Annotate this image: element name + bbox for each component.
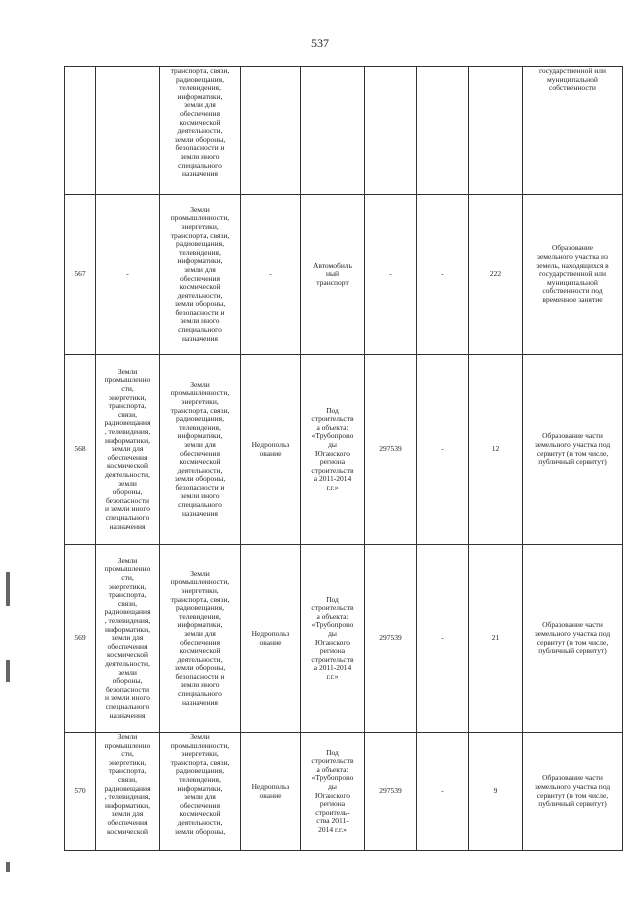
- land-category-from: Земли промышленно сти, энергетики, транспорта, связи, радиовещания , телевидения, информатики, земли для обеспечения космической деятельности, земли обороны, безопасности и земли иного специального назначения: [96, 545, 160, 733]
- permitted-use: -: [241, 195, 301, 355]
- land-registry-table: [64, 66, 623, 851]
- area-value: 9: [469, 733, 523, 851]
- cadastral-quarter: -: [365, 195, 417, 355]
- row-number: 567: [65, 195, 96, 355]
- cadastral-quarter: 297539: [365, 733, 417, 851]
- scan-edge-mark: [6, 660, 10, 682]
- basis-description: Образование части земельного участка под сервитут (в том числе, публичный сервитут): [523, 545, 623, 733]
- dash-cell: [417, 67, 469, 195]
- cadastral-quarter: 297539: [365, 355, 417, 545]
- cadastral-quarter: 297539: [365, 545, 417, 733]
- land-category-from: Земли промышленно сти, энергетики, транспорта, связи, радиовещания , телевидения, информатики, земли для обеспечения космической: [96, 733, 160, 851]
- land-category-to: Земли промышленности, энергетики, транспорта, связи, радиовещания, телевидения, информатики, земли для обеспечения космической деятельности, земли обороны, безопасности и земли иного специального назначения: [160, 545, 241, 733]
- land-category-to: Земли промышленности, энергетики, транспорта, связи, радиовещания, телевидения, информатики, земли для обеспечения космической деятельности, земли обороны, безопасности и земли иного специального назначения: [160, 355, 241, 545]
- row-number: 568: [65, 355, 96, 545]
- scan-edge-mark: [6, 572, 10, 606]
- land-category-from: [96, 67, 160, 195]
- basis-description: государственной или муниципальной собственности: [523, 67, 623, 195]
- dash-cell: -: [417, 355, 469, 545]
- land-category-to: транспорта, связи, радиовещания, телевидения, информатики, земли для обеспечения космической деятельности, земли обороны, безопасности и земли иного специального назначения: [160, 67, 241, 195]
- row-number: 570: [65, 733, 96, 851]
- table-row: [65, 545, 623, 733]
- scan-edge-mark: [6, 862, 10, 872]
- table-row: [65, 195, 623, 355]
- basis-description: Образование земельного участка из земель, находящихся в государственной или муниципальной собственности под временное занятие: [523, 195, 623, 355]
- row-number: [65, 67, 96, 195]
- page-number: 537: [311, 36, 329, 50]
- cadastral-quarter: [365, 67, 417, 195]
- land-category-from: Земли промышленно сти, энергетики, транспорта, связи, радиовещания , телевидения, информатики, земли для обеспечения космической деятельности, земли обороны, безопасности и земли иного специального назначения: [96, 355, 160, 545]
- area-value: 21: [469, 545, 523, 733]
- area-value: 222: [469, 195, 523, 355]
- purpose: Под строительств а объекта: «Трубопрово ды Юганского региона строительств а 2011-2014 г.г.»: [301, 355, 365, 545]
- table-row: [65, 355, 623, 545]
- table-row: [65, 67, 623, 195]
- land-category-from: -: [96, 195, 160, 355]
- land-category-to: Земли промышленности, энергетики, транспорта, связи, радиовещания, телевидения, информатики, земли для обеспечения космической деятельности, земли обороны, безопасности и земли иного специального назначения: [160, 195, 241, 355]
- dash-cell: -: [417, 545, 469, 733]
- area-value: 12: [469, 355, 523, 545]
- table-row: [65, 733, 623, 851]
- land-category-to: Земли промышленности, энергетики, транспорта, связи, радиовещания, телевидения, информатики, земли для обеспечения космической деятельности, земли обороны,: [160, 733, 241, 851]
- purpose: [301, 67, 365, 195]
- row-number: 569: [65, 545, 96, 733]
- dash-cell: -: [417, 195, 469, 355]
- basis-description: Образование части земельного участка под сервитут (в том числе, публичный сервитут): [523, 355, 623, 545]
- permitted-use: [241, 67, 301, 195]
- dash-cell: -: [417, 733, 469, 851]
- permitted-use: Недропольз ование: [241, 733, 301, 851]
- permitted-use: Недропольз ование: [241, 545, 301, 733]
- permitted-use: Недропольз ование: [241, 355, 301, 545]
- purpose: Под строительств а объекта: «Трубопрово ды Юганского региона строительств а 2011-2014 г.г.»: [301, 545, 365, 733]
- area-value: [469, 67, 523, 195]
- purpose: Под строительств а объекта: «Трубопрово ды Юганского региона строитель- ства 2011- 2014 г.г.»: [301, 733, 365, 851]
- basis-description: Образование части земельного участка под сервитут (в том числе, публичный сервитут): [523, 733, 623, 851]
- purpose: Автомобиль ный транспорт: [301, 195, 365, 355]
